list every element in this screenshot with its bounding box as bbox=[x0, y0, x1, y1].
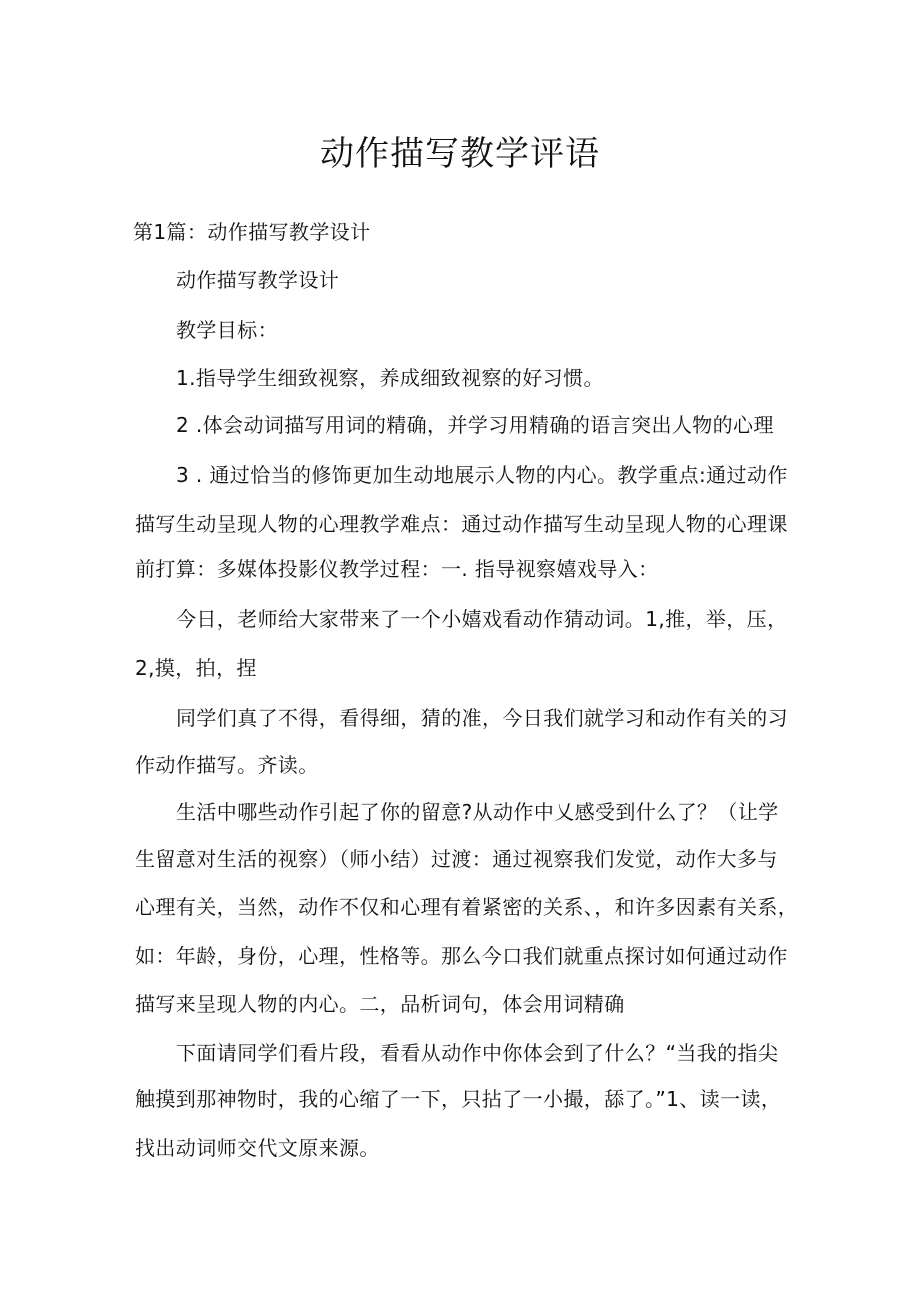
paragraph-line: 心理有关，当然，动作不仅和心理有着紧密的关系、，和许多因素有关系， bbox=[135, 895, 799, 919]
paragraph-line: 2 .体会动词描写用词的精确，并学习用精确的语言突出人物的心理 bbox=[176, 413, 774, 437]
paragraph-line: 同学们真了不得，看得细，猜的准，今日我们就学习和动作有关的习 bbox=[176, 706, 788, 730]
paragraph-line: 今日，老师给大家带来了一个小嬉戏看动作猜动词。1,推，举，压， bbox=[176, 607, 788, 631]
paragraph-line: 描写来呈现人物的内心。二，品析词句，体会用词精确 bbox=[135, 992, 625, 1016]
paragraph-line: 3 . 通过恰当的修饰更加生动地展示人物的内心。教学重点:通过动作 bbox=[176, 463, 788, 487]
paragraph-line: 生留意对生活的视察）（师小结）过渡：通过视察我们发觉，动作大多与 bbox=[135, 847, 778, 871]
paragraph-line: 找出动词师交代文原来源。 bbox=[135, 1136, 380, 1160]
paragraph-line: 前打算：多媒体投影仪教学过程：一. 指导视察嬉戏导入： bbox=[135, 557, 659, 581]
paragraph-line: 动作描写教学设计 bbox=[176, 268, 340, 292]
paragraph-line: 教学目标： bbox=[176, 318, 278, 342]
paragraph-line: 如：年龄，身份，心理，性格等。那么今口我们就重点探讨如何通过动作 bbox=[135, 944, 788, 968]
paragraph-line: 作动作描写。齐读。 bbox=[135, 753, 319, 777]
document-title: 动作描写教学评语 bbox=[320, 134, 600, 174]
chapter-heading: 第1篇：动作描写教学设计 bbox=[133, 220, 371, 244]
paragraph-line: 生活中哪些动作引起了你的留意?从动作中乂感受到什么了？（让学 bbox=[176, 800, 779, 824]
paragraph-line: 描写生动呈现人物的心理教学难点：通过动作描写生动呈现人物的心理课 bbox=[135, 512, 788, 536]
paragraph-line: 2,摸，拍，捏 bbox=[135, 656, 257, 680]
paragraph-line: 1.指导学生细致视察，养成细致视察的好习惯。 bbox=[176, 366, 604, 390]
paragraph-line: 触摸到那神物时，我的心缩了一下，只拈了一小撮，舔了。”1、读一读， bbox=[135, 1087, 782, 1111]
paragraph-line: 下面请同学们看片段，看看从动作中你体会到了什么？“当我的指尖 bbox=[176, 1041, 779, 1065]
